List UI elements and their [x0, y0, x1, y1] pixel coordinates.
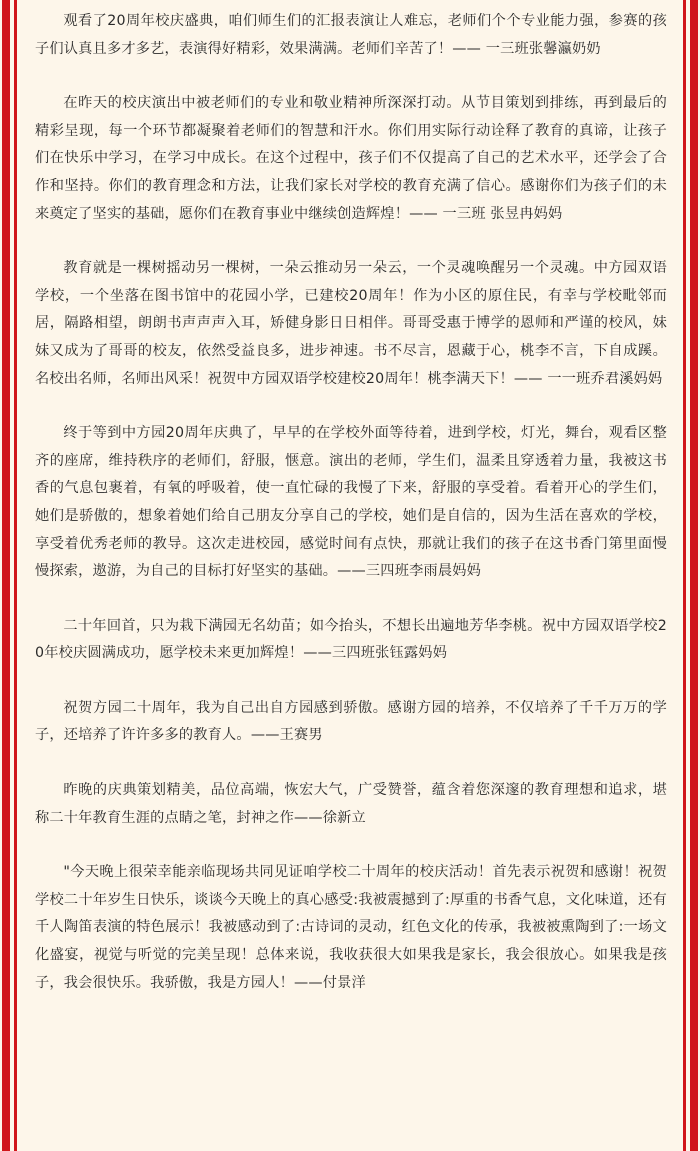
paragraph-spacer	[35, 586, 667, 613]
message-paragraph: 观看了20周年校庆盛典，咱们师生们的汇报表演让人难忘，老师们个个专业能力强，参赛的孩子们认真且多才多艺，表演得好精彩，效果满满。老师们辛苦了！—— 一三班张馨瀛奶奶	[35, 13, 667, 57]
left-border-decoration	[0, 0, 21, 1151]
right-border-decoration	[679, 0, 700, 1151]
paragraph-spacer	[35, 750, 667, 777]
message-paragraph: 在昨天的校庆演出中被老师们的专业和敬业精神所深深打动。从节目策划到排练，再到最后的精彩呈现，每一个环节都凝聚着老师们的智慧和汗水。你们用实际行动诠释了教育的真谛，让孩子们在快乐中学习，在学习中成长。在这个过程中，孩子们不仅提高了自己的艺术水平，还学会了合作和坚持。你们的教育理念和方法，让我们家长对学校的教育充满了信心。感谢你们为孩子们的未来奠定了坚实的基础，愿你们在教育事业中继续创造辉煌！—— 一三班 张昱冉妈妈	[35, 95, 667, 222]
message-paragraph: "今天晚上很荣幸能亲临现场共同见证咱学校二十周年的校庆活动！首先表示祝贺和感谢！祝贺学校二十年岁生日快乐，谈谈今天晚上的真心感受:我被震撼到了:厚重的书香气息，文化味道，还有千人陶笛表演的特色展示！我被感动到了:古诗词的灵动，红色文化的传承，我被被熏陶到了:一场文化盛宴，视觉与听觉的完美呈现！总体来说，我收获很大如果我是家长，我会很放心。如果我是孩子，我会很快乐。我骄傲，我是方园人！——付景洋	[35, 864, 667, 991]
paragraph-spacer	[35, 668, 667, 695]
message-paragraph: 昨晚的庆典策划精美，品位高端，恢宏大气，广受赞誉，蕴含着您深邃的教育理想和追求，堪称二十年教育生涯的点睛之笔，封神之作——徐新立	[35, 782, 667, 826]
message-paragraph: 教育就是一棵树摇动另一棵树，一朵云推动另一朵云，一个灵魂唤醒另一个灵魂。中方园双语学校，一个坐落在图书馆中的花园小学，已建校20周年！作为小区的原住民，有幸与学校毗邻而居，隔路相望，朗朗书声声声入耳，矫健身影日日相伴。哥哥受惠于博学的恩师和严谨的校风，妹妹又成为了哥哥的校友，依然受益良多，进步神速。书不尽言，恩藏于心，桃李不言，下自成蹊。名校出名师，名师出风采！祝贺中方园双语学校建校20周年！桃李满天下！—— 一一班乔君溪妈妈	[35, 260, 667, 387]
message-paragraph: 祝贺方园二十周年，我为自己出自方园感到骄傲。感谢方园的培养，不仅培养了千千万万的学子，还培养了许许多多的教育人。——王赛男	[35, 699, 667, 744]
message-paragraph: 终于等到中方园20周年庆典了，早早的在学校外面等待着，进到学校，灯光，舞台，观看区整齐的座席，维持秩序的老师们，舒服，惬意。演出的老师，学生们，温柔且穿透着力量，我被这书香的气息包裹着，有氧的呼吸着，使一直忙碌的我慢了下来，舒服的享受着。看着开心的学生们，她们是骄傲的，想象着她们给自己朋友分享自己的学校，她们是自信的，因为生活在喜欢的学校，享受着优秀老师的教导。这次走进校园，感觉时间有点快，那就让我们的孩子在这书香门第里面慢慢探索，遨游，为自己的目标打好坚实的基础。——三四班李雨晨妈妈	[35, 425, 667, 580]
message-paragraph: 二十年回首，只为栽下满园无名幼苗；如今抬头，不想长出遍地芳华李桃。祝中方园双语学校20年校庆圆满成功，愿学校未来更加辉煌！——三四班张钰露妈妈	[35, 617, 667, 662]
paragraph-spacer	[35, 832, 667, 859]
left-border-outer-line	[2, 0, 10, 1151]
left-border-inner-line	[14, 0, 17, 1151]
paragraph-spacer	[35, 63, 667, 90]
paragraph-spacer	[35, 228, 667, 255]
right-border-outer-line	[690, 0, 698, 1151]
message-list	[35, 8, 667, 997]
right-border-inner-line	[683, 0, 686, 1151]
paragraph-spacer	[35, 393, 667, 420]
